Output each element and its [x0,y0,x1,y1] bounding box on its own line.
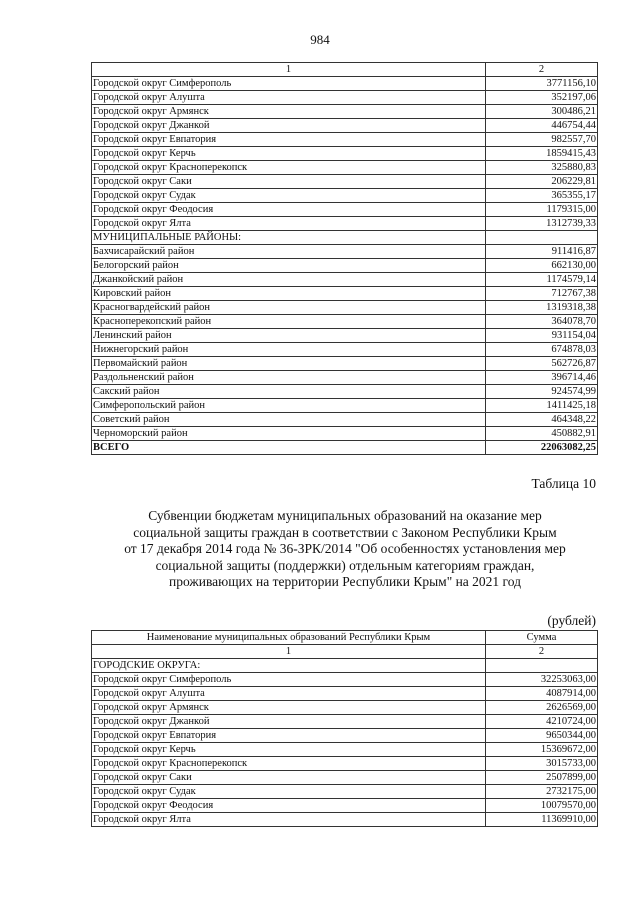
row-value: 396714,46 [486,371,598,385]
table-row [92,259,598,273]
row-value: 982557,70 [486,133,598,147]
table-row [92,133,598,147]
row-value: 662130,00 [486,259,598,273]
table-row [92,673,598,687]
table-title-line: социальной защиты (поддержки) отдельным категориям граждан, [155,557,535,573]
total-value: 22063082,25 [486,441,598,455]
table-row [92,357,598,371]
row-value: 9650344,00 [486,729,598,743]
row-value: 11369910,00 [486,813,598,827]
row-name: Городской округ Феодосия [92,799,486,813]
row-name: Ленинский район [92,329,486,343]
table-row [92,175,598,189]
table-row [92,687,598,701]
header-row [92,631,598,645]
table-row [92,413,598,427]
table-row [92,385,598,399]
table-row [92,399,598,413]
row-value: 4087914,00 [486,687,598,701]
table-row [92,343,598,357]
row-name: Симферопольский район [92,399,486,413]
row-value: 206229,81 [486,175,598,189]
table-row [92,161,598,175]
row-name: Городской округ Симферополь [92,673,486,687]
row-name: Городской округ Армянск [92,701,486,715]
row-name: Городской округ Алушта [92,91,486,105]
table-row [92,91,598,105]
table-row [92,105,598,119]
column-number-row [92,645,598,659]
section-label: МУНИЦИПАЛЬНЫЕ РАЙОНЫ: [92,231,486,245]
row-value: 3015733,00 [486,757,598,771]
table-title-line: социальной защиты граждан в соответствии с Законом Республики Крым [133,524,557,540]
row-value: 1319318,38 [486,301,598,315]
row-value: 712767,38 [486,287,598,301]
row-value: 300486,21 [486,105,598,119]
row-name: Городской округ Симферополь [92,77,486,91]
row-name: Первомайский район [92,357,486,371]
column-number-2: 2 [486,63,598,77]
row-name: Городской округ Евпатория [92,729,486,743]
total-label: ВСЕГО [92,441,486,455]
row-value: 562726,87 [486,357,598,371]
subvention-table-continued [91,62,598,455]
row-name: Городской округ Красноперекопск [92,757,486,771]
row-value: 1179315,00 [486,203,598,217]
row-name: Городской округ Джанкой [92,715,486,729]
row-name: Нижнегорский район [92,343,486,357]
column-number-1: 1 [92,645,486,659]
table-row [92,743,598,757]
row-name: Белогорский район [92,259,486,273]
row-value: 10079570,00 [486,799,598,813]
table-title-line: Субвенции бюджетам муниципальных образований на оказание мер [148,508,542,523]
subvention-table-10 [91,630,598,827]
row-value: 365355,17 [486,189,598,203]
row-value: 3771156,10 [486,77,598,91]
page-number: 984 [310,32,330,47]
row-name: Городской округ Евпатория [92,133,486,147]
row-name: Раздольненский район [92,371,486,385]
row-name: Городской округ Феодосия [92,203,486,217]
section-row-municipal-districts [92,231,598,245]
total-row [92,441,598,455]
row-value: 446754,44 [486,119,598,133]
row-name: Городской округ Ялта [92,217,486,231]
table-row [92,245,598,259]
row-value: 364078,70 [486,315,598,329]
row-value [486,659,598,673]
row-name: Городской округ Ялта [92,813,486,827]
row-value: 464348,22 [486,413,598,427]
row-value: 2732175,00 [486,785,598,799]
table-row [92,799,598,813]
row-name: Джанкойский район [92,273,486,287]
row-name: Городской округ Керчь [92,743,486,757]
table-row [92,715,598,729]
table-row [92,287,598,301]
table-label: Таблица 10 [531,476,596,491]
row-name: Сакский район [92,385,486,399]
column-number-row [92,63,598,77]
row-value: 325880,83 [486,161,598,175]
table-row [92,147,598,161]
table-row [92,771,598,785]
row-name: Городской округ Красноперекопск [92,161,486,175]
row-name: Городской округ Джанкой [92,119,486,133]
table-title [90,508,600,591]
table-row [92,785,598,799]
row-name: Советский район [92,413,486,427]
table-row [92,301,598,315]
column-number-1: 1 [92,63,486,77]
row-value [486,231,598,245]
table-row [92,701,598,715]
section-label: ГОРОДСКИЕ ОКРУГА: [92,659,486,673]
table-row [92,329,598,343]
section-row-city-districts [92,659,598,673]
column-number-2: 2 [486,645,598,659]
row-value: 352197,06 [486,91,598,105]
table-row [92,427,598,441]
row-value: 32253063,00 [486,673,598,687]
row-value: 4210724,00 [486,715,598,729]
table-row [92,119,598,133]
table-row [92,189,598,203]
table-row [92,315,598,329]
table-row [92,813,598,827]
row-name: Городской округ Судак [92,189,486,203]
row-value: 674878,03 [486,343,598,357]
row-value: 1411425,18 [486,399,598,413]
table-row [92,757,598,771]
row-name: Городской округ Армянск [92,105,486,119]
header-name: Наименование муниципальных образований Республики Крым [92,631,486,645]
row-value: 1174579,14 [486,273,598,287]
row-name: Красногвардейский район [92,301,486,315]
row-value: 911416,87 [486,245,598,259]
row-value: 1859415,43 [486,147,598,161]
table-row [92,273,598,287]
units-label: (рублей) [547,613,596,628]
row-name: Городской округ Керчь [92,147,486,161]
table-row [92,729,598,743]
row-value: 15369672,00 [486,743,598,757]
table-title-line: проживающих на территории Республики Крым" на 2021 год [169,574,521,590]
row-value: 2507899,00 [486,771,598,785]
header-sum: Сумма [486,631,598,645]
row-name: Черноморский район [92,427,486,441]
table-row [92,77,598,91]
row-name: Красноперекопский район [92,315,486,329]
table-row [92,371,598,385]
table-title-line: от 17 декабря 2014 года № 36-ЗРК/2014 "Об особенностях установления мер [124,541,566,557]
row-name: Городской округ Саки [92,175,486,189]
row-name: Бахчисарайский район [92,245,486,259]
row-name: Городской округ Судак [92,785,486,799]
row-name: Городской округ Саки [92,771,486,785]
row-value: 924574,99 [486,385,598,399]
row-value: 931154,04 [486,329,598,343]
row-name: Городской округ Алушта [92,687,486,701]
row-value: 450882,91 [486,427,598,441]
table-row [92,217,598,231]
row-name: Кировский район [92,287,486,301]
table-row [92,203,598,217]
row-value: 1312739,33 [486,217,598,231]
row-value: 2626569,00 [486,701,598,715]
